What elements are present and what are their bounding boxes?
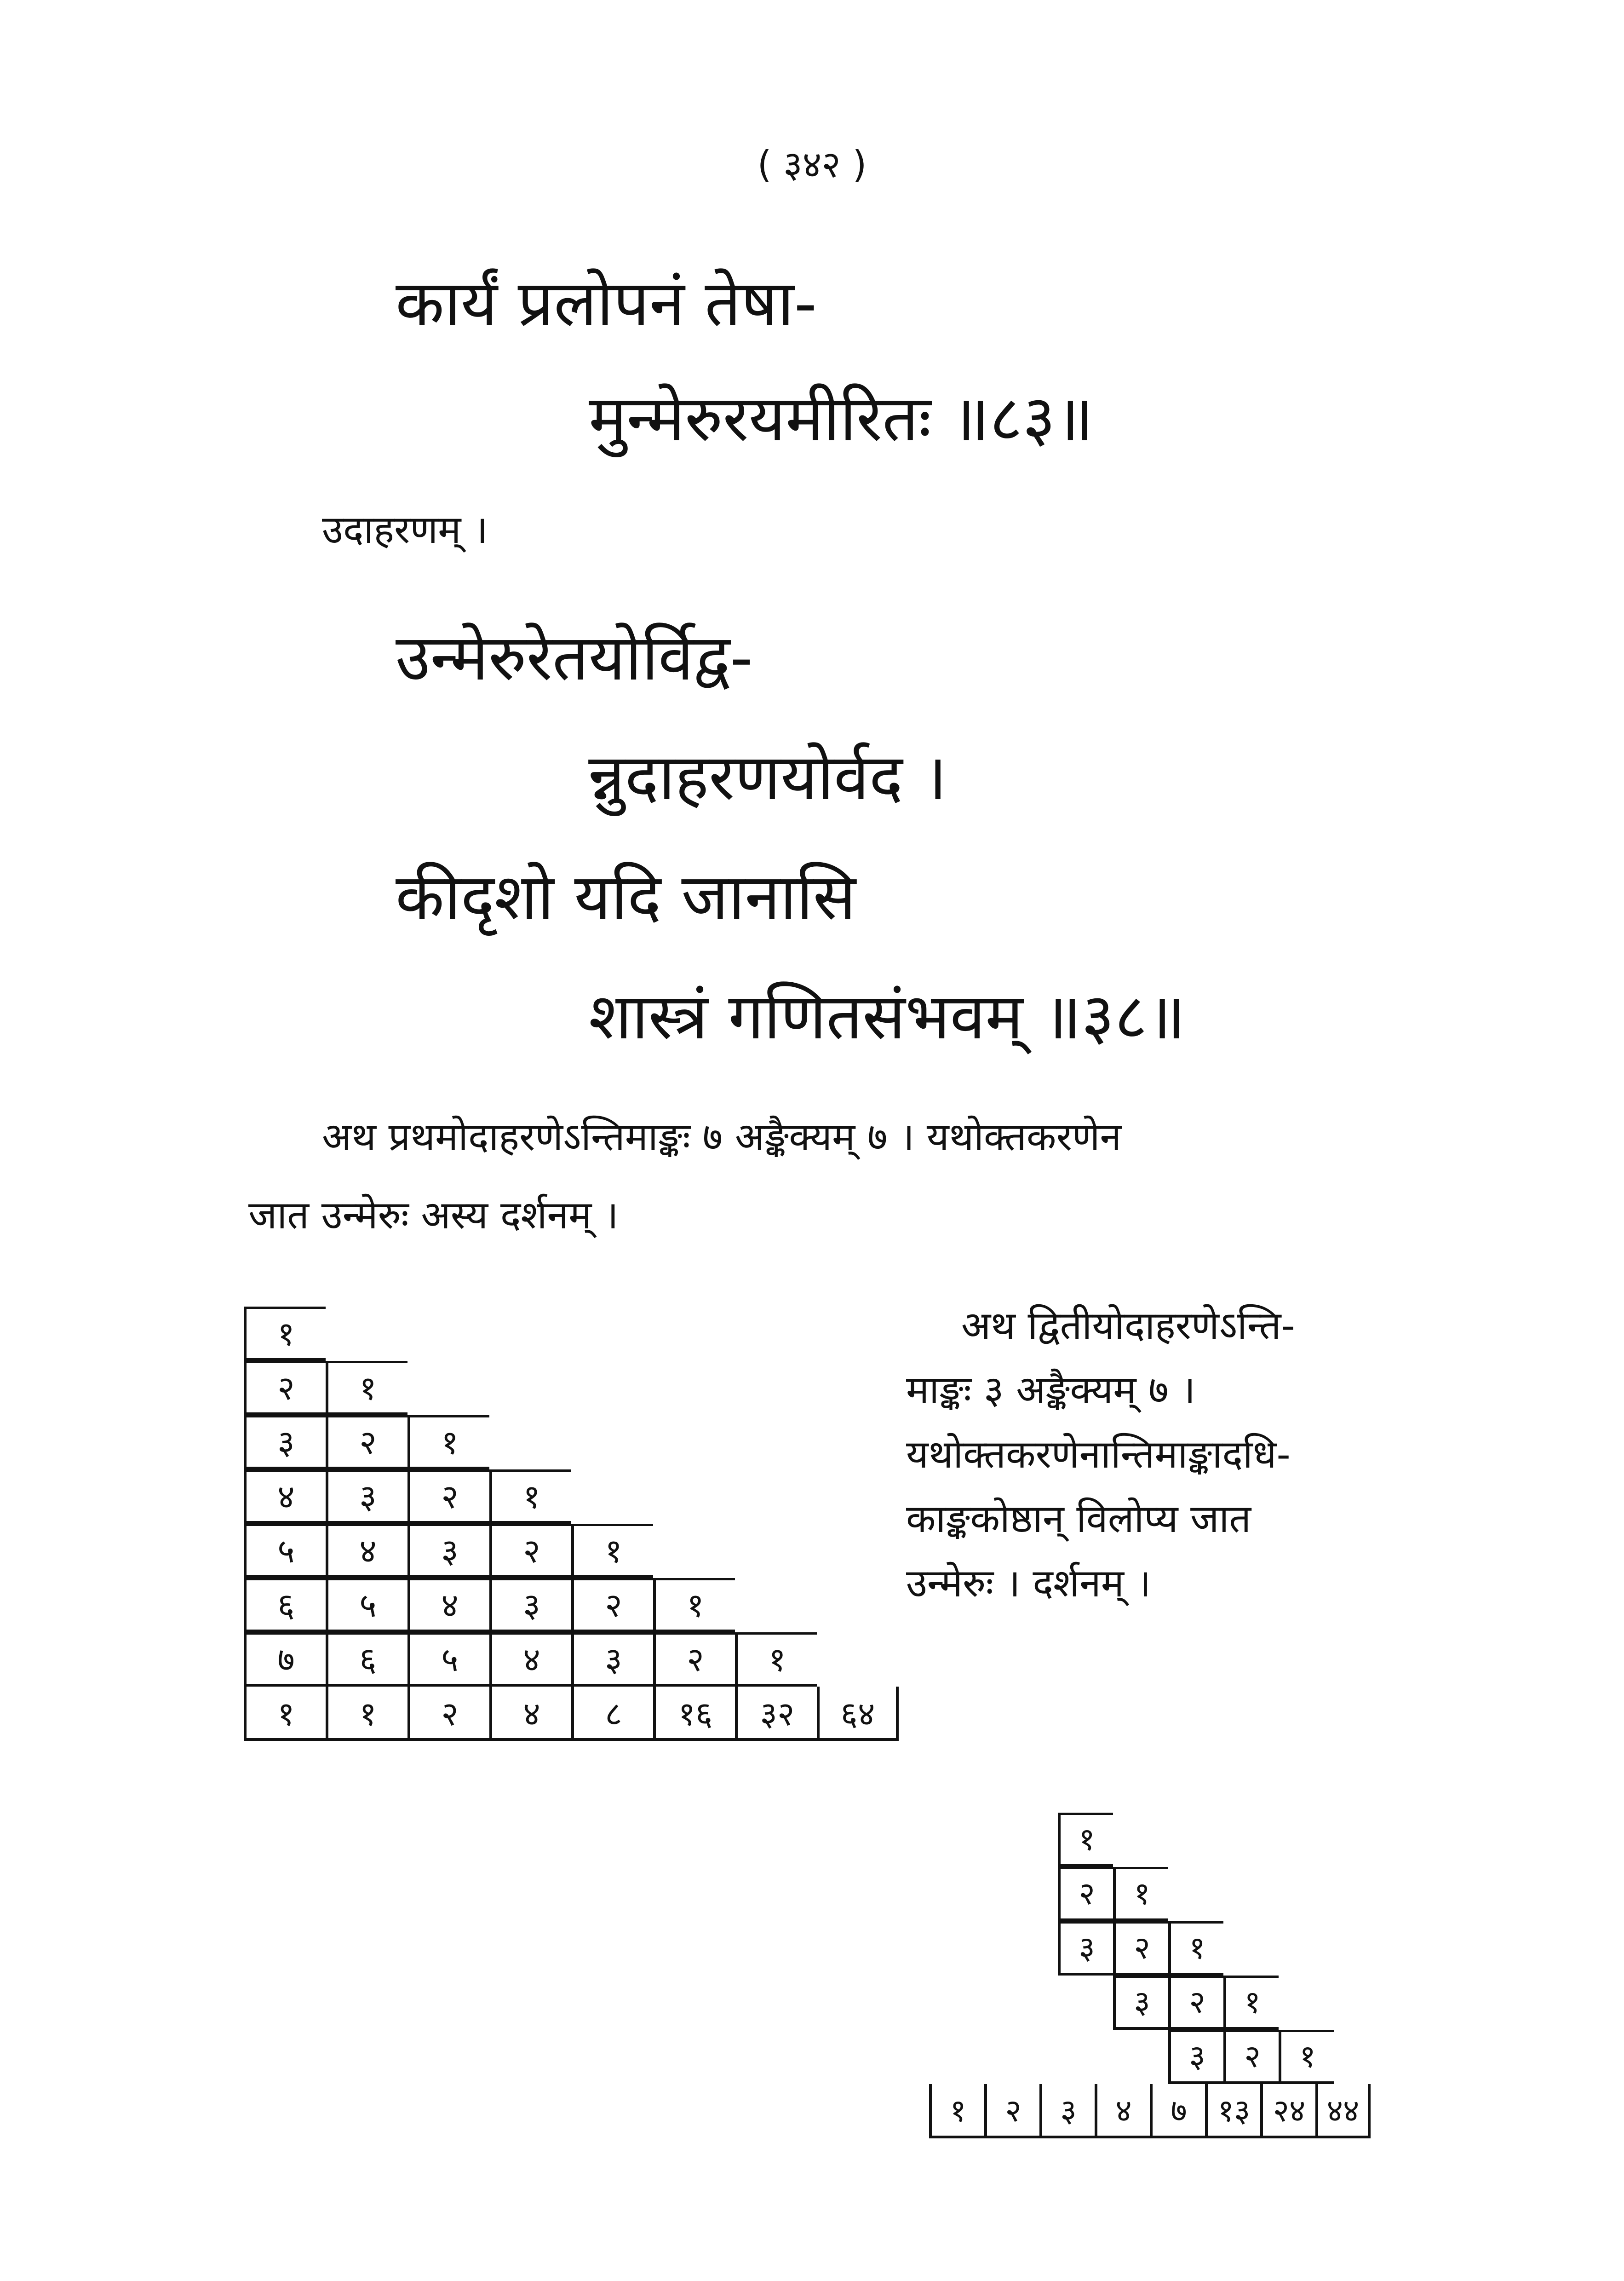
table1-bottom-cell: १ <box>326 1687 407 1741</box>
table1-cell: १ <box>489 1469 571 1524</box>
table1-rule <box>244 1307 326 1309</box>
table2-bottom-cell: २ <box>984 2084 1039 2138</box>
table2-cell: १ <box>1279 2030 1334 2084</box>
table1-rule <box>244 1415 489 1417</box>
table2-cell: १ <box>1223 1976 1279 2030</box>
example-heading: उदाहरणम् । <box>322 507 488 552</box>
table1-cell: ४ <box>244 1469 326 1524</box>
side-text-line-1: अथ द्वितीयोदाहरणेऽन्ति- <box>961 1303 1295 1348</box>
table1-cell: २ <box>407 1469 489 1524</box>
table1-rule <box>244 1469 571 1472</box>
table2-rule <box>1168 2030 1334 2032</box>
verse-line-5: कीदृशो यदि जानासि <box>396 860 856 934</box>
table2-cell: १ <box>1168 1921 1223 1976</box>
table2-cell: २ <box>1168 1976 1223 2030</box>
table2-cell: ३ <box>1058 1921 1113 1976</box>
table1-cell: २ <box>244 1361 326 1415</box>
table1-cell: २ <box>571 1578 653 1632</box>
table2-cell: ३ <box>1113 1976 1168 2030</box>
table1-cell: ३ <box>244 1415 326 1469</box>
table1-cell: ४ <box>489 1632 571 1687</box>
table1-cell: ५ <box>244 1524 326 1578</box>
table2-cell: ३ <box>1168 2030 1223 2084</box>
table1-bottom-cell: ३२ <box>735 1687 817 1741</box>
table2-rule <box>1058 1867 1168 1869</box>
table1-bottom-cell: ६४ <box>817 1687 899 1741</box>
table1-bottom-cell: १ <box>244 1687 326 1741</box>
table1-bottom-cell: १६ <box>653 1687 735 1741</box>
table2-cell: २ <box>1223 2030 1279 2084</box>
side-text-line-3: यथोक्तकरणेनान्तिमाङ्कादधि- <box>906 1432 1291 1477</box>
table1-cell: ७ <box>244 1632 326 1687</box>
table2-bottom-cell: १३ <box>1205 2084 1260 2138</box>
table1-cell: १ <box>326 1361 407 1415</box>
table1-cell: १ <box>735 1632 817 1687</box>
table2-bottom-cell: ४ <box>1095 2084 1150 2138</box>
table1-cell: १ <box>407 1415 489 1469</box>
table1-cell: ३ <box>489 1578 571 1632</box>
table1-rule <box>244 1578 735 1580</box>
table1-rule <box>244 1524 653 1526</box>
table1-cell: ३ <box>571 1632 653 1687</box>
table2-bottom-cell: ४४ <box>1315 2084 1371 2138</box>
verse-line-1: कार्यं प्रलोपनं तेषा- <box>396 266 817 340</box>
table2-bottom-cell: ७ <box>1150 2084 1205 2138</box>
prose-line-1: अथ प्रथमोदाहरणेऽन्तिमाङ्कः ७ अङ्कैक्यम् ७ । यथोक्तकरणेन <box>322 1114 1122 1159</box>
verse-line-2: मुन्मेरुरयमीरितः ॥८३॥ <box>589 381 1094 455</box>
table2-cell: १ <box>1058 1813 1113 1867</box>
table2-cell: १ <box>1113 1867 1168 1921</box>
table1-cell: १ <box>571 1524 653 1578</box>
table1-cell: १ <box>653 1578 735 1632</box>
side-text-line-2: माङ्कः ३ अङ्कैक्यम् ७ । <box>906 1367 1196 1412</box>
table2-bottom-cell: २४ <box>1260 2084 1315 2138</box>
page-number: ( ३४२ ) <box>757 143 867 186</box>
table1-cell: २ <box>653 1632 735 1687</box>
verse-line-6: शास्त्रं गणितसंभवम् ॥३८॥ <box>589 979 1186 1054</box>
table1-cell: ५ <box>326 1578 407 1632</box>
verse-line-3: उन्मेरुरेतयोर्विद्व- <box>396 621 753 695</box>
table1-cell: ४ <box>326 1524 407 1578</box>
table2-bottom-cell: ३ <box>1039 2084 1095 2138</box>
table2-cell: २ <box>1058 1867 1113 1921</box>
table2-bottom-cell: १ <box>929 2084 984 2138</box>
table1-cell: ३ <box>407 1524 489 1578</box>
table1-bottom-cell: २ <box>407 1687 489 1741</box>
table1-cell: ३ <box>326 1469 407 1524</box>
table2-rule <box>1113 1976 1279 1978</box>
table1-rule <box>244 1632 817 1635</box>
table1-rule <box>244 1361 407 1363</box>
table1-cell: ५ <box>407 1632 489 1687</box>
table1-cell: २ <box>326 1415 407 1469</box>
side-text-line-4: काङ्ककोष्ठान् विलोप्य जात <box>906 1496 1251 1541</box>
table2-cell: २ <box>1113 1921 1168 1976</box>
table1-cell: ४ <box>407 1578 489 1632</box>
table2-rule <box>1058 1921 1223 1924</box>
side-text-line-5: उन्मेरुः । दर्शनम् । <box>906 1561 1151 1606</box>
table1-bottom-cell: ४ <box>489 1687 571 1741</box>
table1-cell: २ <box>489 1524 571 1578</box>
table2-rule <box>1058 1813 1113 1815</box>
table1-cell: ६ <box>326 1632 407 1687</box>
table1-bottom-cell: ८ <box>571 1687 653 1741</box>
table1-cell: ६ <box>244 1578 326 1632</box>
prose-line-2: जात उन्मेरुः अस्य दर्शनम् । <box>248 1192 619 1238</box>
verse-line-4: न्नुदाहरणयोर्वद । <box>589 740 947 814</box>
table1-cell: १ <box>244 1307 326 1361</box>
